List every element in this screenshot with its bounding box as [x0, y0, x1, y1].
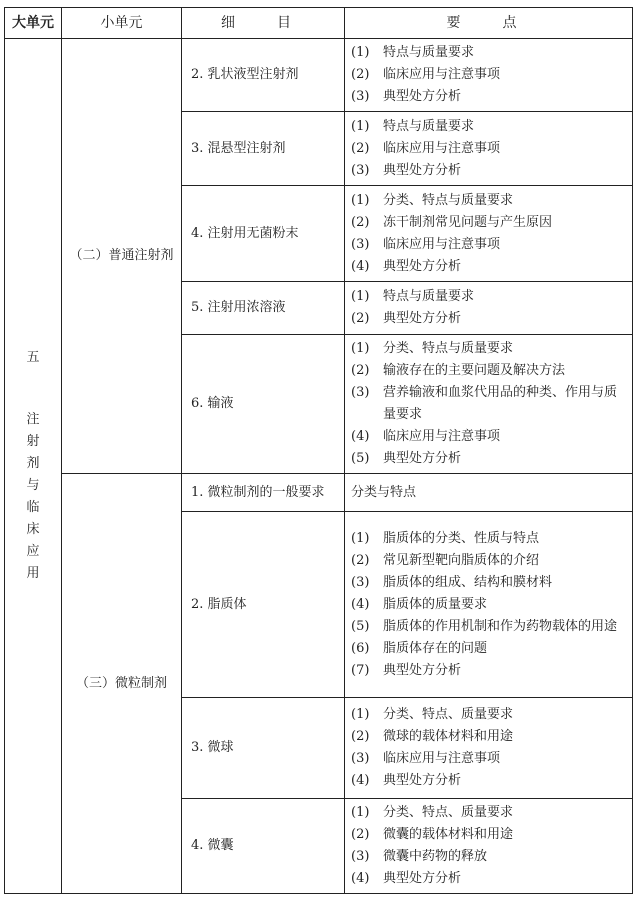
- key-point-text: 冻干制剂常见问题与产生原因: [383, 214, 553, 230]
- key-point-text: 特点与质量要求: [383, 45, 475, 60]
- key-point-text: 分类、特点、质量要求: [383, 707, 514, 722]
- key-point-text: 典型处方分析: [383, 773, 462, 788]
- key-points-cell: [345, 474, 633, 512]
- key-point: [351, 528, 626, 550]
- detail-item: 6. 输液: [182, 335, 345, 474]
- header-big-unit: 大单元: [5, 8, 62, 39]
- big-unit-title-char: 注: [26, 412, 40, 427]
- key-point-text: 典型处方分析: [383, 451, 462, 466]
- key-point-text: 临床应用与注意事项: [383, 751, 501, 766]
- key-point-text: 典型处方分析: [383, 662, 462, 678]
- key-point-number: (3): [351, 89, 370, 104]
- key-point: [351, 86, 626, 108]
- key-point-number: (1): [351, 707, 370, 722]
- key-points-cell: [345, 112, 633, 186]
- key-point-number: (1): [351, 289, 370, 304]
- key-point-text: 脂质体存在的问题: [383, 640, 488, 656]
- header-small-unit: 小单元: [62, 8, 182, 39]
- key-point-text: 特点与质量要求: [383, 118, 475, 134]
- sub-unit-cell: （二）普通注射剂: [62, 39, 182, 474]
- detail-item: 4. 注射用无菌粉末: [182, 186, 345, 282]
- key-point-text: 微囊中药物的释放: [383, 849, 488, 864]
- big-unit-title-char: 用: [26, 566, 40, 581]
- big-unit-number: 五: [26, 350, 40, 365]
- key-point: [351, 138, 626, 160]
- key-points-cell: [345, 799, 633, 894]
- key-points-cell: [345, 512, 633, 698]
- key-point: [351, 116, 626, 138]
- key-point-text: 临床应用与注意事项: [383, 140, 501, 156]
- key-point-text: 临床应用与注意事项: [383, 429, 501, 444]
- key-point: [351, 482, 626, 504]
- big-unit-title-char: 与: [26, 478, 40, 493]
- key-point-number: (1): [351, 45, 370, 60]
- key-point-number: (5): [351, 451, 370, 466]
- key-point-number: (2): [351, 363, 370, 378]
- key-point-number: (5): [351, 618, 370, 634]
- syllabus-table: [4, 7, 633, 894]
- big-unit-title-char: 剂: [26, 456, 40, 471]
- key-point-text: 分类与特点: [351, 484, 417, 500]
- key-point: [351, 638, 626, 660]
- key-point: [351, 572, 626, 594]
- key-point: [351, 824, 626, 846]
- key-point: [351, 704, 626, 726]
- key-points-cell: [345, 186, 633, 282]
- key-point-number: (2): [351, 214, 370, 230]
- detail-item: 3. 混悬型注射剂: [182, 112, 345, 186]
- key-point: [351, 770, 626, 792]
- key-point-number: (4): [351, 429, 370, 444]
- key-point: [351, 846, 626, 868]
- table-body: [5, 39, 633, 894]
- key-point-number: (2): [351, 827, 370, 842]
- key-point: [351, 234, 626, 256]
- key-point-number: (2): [351, 552, 370, 568]
- key-point-number: (4): [351, 596, 370, 612]
- key-point-number: (1): [351, 805, 370, 820]
- key-point-number: (2): [351, 67, 370, 82]
- key-points-cell: [345, 282, 633, 335]
- key-point: [351, 868, 626, 890]
- key-point-number: (4): [351, 773, 370, 788]
- key-point-number: (4): [351, 871, 370, 886]
- key-point: [351, 382, 626, 426]
- key-point: [351, 748, 626, 770]
- key-point-number: (3): [351, 574, 370, 590]
- key-point-text: 分类、特点、质量要求: [383, 805, 514, 820]
- key-point-text: 典型处方分析: [383, 258, 462, 274]
- key-point: [351, 308, 626, 330]
- key-point-number: (2): [351, 140, 370, 156]
- big-unit-title-char: 应: [26, 544, 40, 559]
- key-point-number: (7): [351, 662, 370, 678]
- key-point-text: 典型处方分析: [383, 311, 462, 326]
- key-points-cell: [345, 39, 633, 112]
- key-point: [351, 360, 626, 382]
- key-point: [351, 190, 626, 212]
- key-point-text: 典型处方分析: [383, 162, 462, 178]
- table-row: [5, 39, 633, 112]
- key-point-number: (6): [351, 640, 370, 656]
- big-unit-gap: [25, 369, 41, 409]
- key-point-number: (2): [351, 729, 370, 744]
- key-point-text: 临床应用与注意事项: [383, 236, 501, 252]
- big-unit-cell: [5, 39, 62, 894]
- key-point-text: 常见新型靶向脂质体的介绍: [383, 552, 540, 568]
- key-point-number: (1): [351, 118, 370, 134]
- key-point: [351, 212, 626, 234]
- key-point: [351, 448, 626, 470]
- key-point: [351, 338, 626, 360]
- key-point-number: (3): [351, 849, 370, 864]
- key-point-number: (3): [351, 751, 370, 766]
- key-point-text: 脂质体的质量要求: [383, 596, 488, 612]
- key-point: [351, 256, 626, 278]
- key-point-number: (3): [351, 385, 370, 400]
- key-point: [351, 802, 626, 824]
- key-point-number: (2): [351, 311, 370, 326]
- key-point-text: 典型处方分析: [383, 871, 462, 886]
- sub-unit-cell: （三）微粒制剂: [62, 474, 182, 894]
- key-point-number: (1): [351, 192, 370, 208]
- key-point-text: 微囊的载体材料和用途: [383, 827, 514, 842]
- header-detail: 细 目: [182, 8, 345, 39]
- big-unit-title-char: 临: [26, 500, 40, 515]
- detail-item: 5. 注射用浓溶液: [182, 282, 345, 335]
- detail-item: 4. 微囊: [182, 799, 345, 894]
- key-point-text: 临床应用与注意事项: [383, 67, 501, 82]
- big-unit-title-char: 床: [26, 522, 40, 537]
- key-point-number: (3): [351, 236, 370, 252]
- key-point: [351, 160, 626, 182]
- key-point-text: 脂质体的分类、性质与特点: [383, 530, 540, 546]
- table-row: [5, 474, 633, 512]
- key-point-number: (1): [351, 530, 370, 546]
- big-unit-title-char: 射: [26, 434, 40, 449]
- key-point-text: 输液存在的主要问题及解决方法: [383, 363, 566, 378]
- key-point: [351, 550, 626, 572]
- key-point: [351, 286, 626, 308]
- key-point-text: 分类、特点与质量要求: [383, 192, 514, 208]
- key-point-text: 特点与质量要求: [383, 289, 475, 304]
- key-point-text: 典型处方分析: [383, 89, 462, 104]
- key-point-number: (1): [351, 341, 370, 356]
- big-unit-title: [25, 347, 41, 585]
- key-point: [351, 594, 626, 616]
- key-point-text: 分类、特点与质量要求: [383, 341, 514, 356]
- header-key-points: 要 点: [345, 8, 633, 39]
- key-point: [351, 426, 626, 448]
- detail-item: 1. 微粒制剂的一般要求: [182, 474, 345, 512]
- key-points-cell: [345, 698, 633, 799]
- key-point: [351, 64, 626, 86]
- key-points-cell: [345, 335, 633, 474]
- key-point: [351, 616, 626, 638]
- key-point-text: 微球的载体材料和用途: [383, 729, 514, 744]
- key-point: [351, 42, 626, 64]
- detail-item: 2. 乳状液型注射剂: [182, 39, 345, 112]
- key-point-text: 脂质体的组成、结构和膜材料: [383, 574, 553, 590]
- key-point: [351, 660, 626, 682]
- header-row: [5, 8, 633, 39]
- key-point-text: 脂质体的作用机制和作为药物载体的用途: [383, 618, 618, 634]
- key-point: [351, 726, 626, 748]
- detail-item: 2. 脂质体: [182, 512, 345, 698]
- key-point-number: (4): [351, 258, 370, 274]
- detail-item: 3. 微球: [182, 698, 345, 799]
- key-point-number: (3): [351, 162, 370, 178]
- key-point-text: 营养输液和血浆代用品的种类、作用与质量要求: [383, 385, 618, 422]
